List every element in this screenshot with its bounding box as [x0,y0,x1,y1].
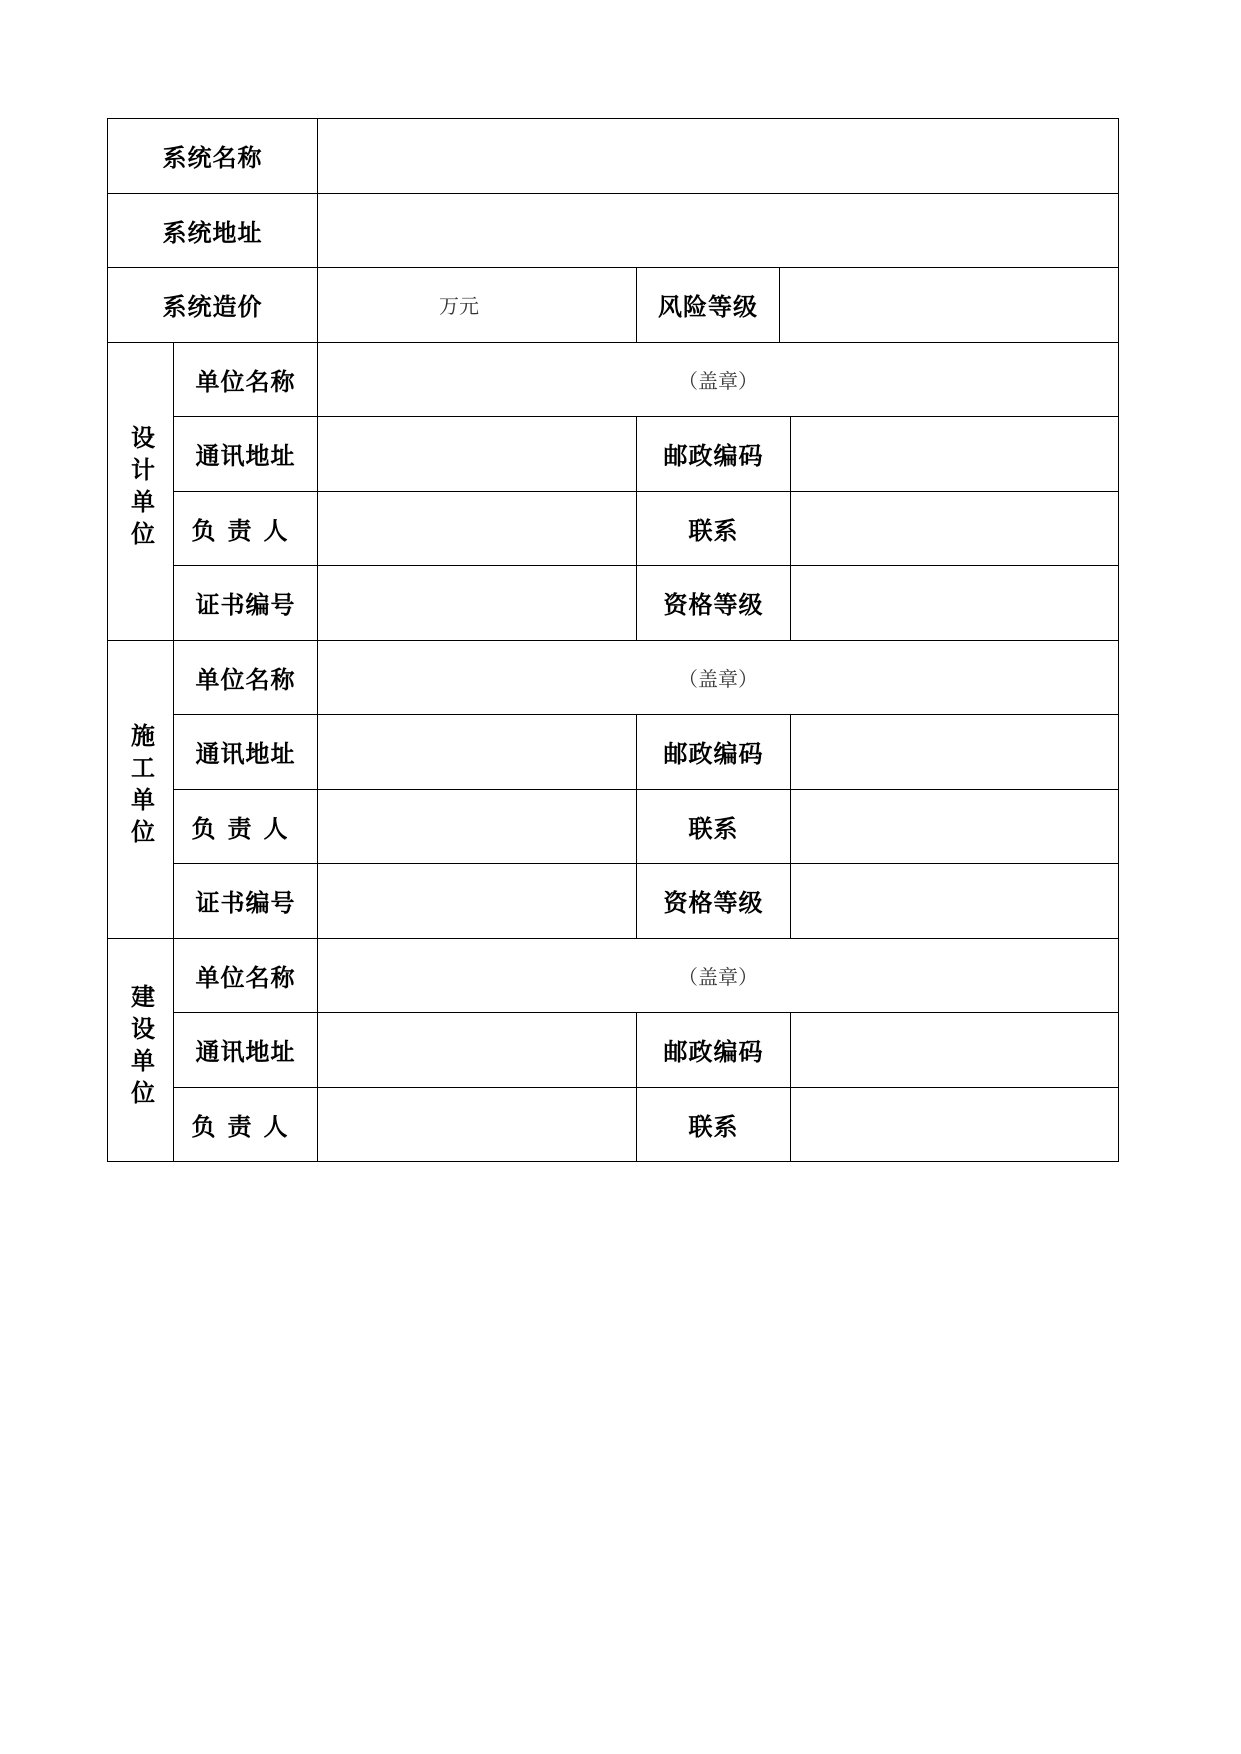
owner-contact-field[interactable] [791,1087,1119,1162]
construction-qual-field[interactable] [791,864,1119,939]
design-group-title: 设计单位 [126,425,155,553]
design-seal-note: （盖章） [678,368,758,393]
system-cost-row [108,268,1119,343]
design-unit-name-row [108,342,1119,417]
system-cost-field[interactable] [318,268,637,343]
construction-group-cell [108,640,174,938]
construction-unit-name-field[interactable] [318,640,1119,715]
owner-person-label: 负责人 [174,1087,318,1162]
registration-form-table [107,118,1119,1162]
design-contact-label: 联系 [637,491,791,566]
design-address-label: 通讯地址 [174,417,318,492]
owner-person-field[interactable] [318,1087,637,1162]
owner-address-row [108,1013,1119,1088]
system-name-row [108,119,1119,194]
design-unit-name-field[interactable] [318,342,1119,417]
design-person-row [108,491,1119,566]
system-name-field[interactable] [318,119,1119,194]
construction-person-label: 负责人 [174,789,318,864]
design-cert-field[interactable] [318,566,637,641]
construction-unit-name-row [108,640,1119,715]
owner-seal-note: （盖章） [678,964,758,989]
construction-cert-label: 证书编号 [174,864,318,939]
design-unit-name-label: 单位名称 [174,342,318,417]
design-contact-field[interactable] [791,491,1119,566]
owner-postcode-field[interactable] [791,1013,1119,1088]
construction-cert-field[interactable] [318,864,637,939]
construction-postcode-field[interactable] [791,715,1119,790]
design-address-row [108,417,1119,492]
system-name-label: 系统名称 [108,119,318,194]
cost-unit-text: 万元 [439,294,479,319]
construction-address-label: 通讯地址 [174,715,318,790]
owner-person-row [108,1087,1119,1162]
owner-group-cell [108,938,174,1162]
construction-person-field[interactable] [318,789,637,864]
design-postcode-label: 邮政编码 [637,417,791,492]
construction-group-title: 施工单位 [126,723,155,851]
construction-address-field[interactable] [318,715,637,790]
owner-postcode-label: 邮政编码 [637,1013,791,1088]
design-person-label: 负责人 [174,491,318,566]
construction-contact-field[interactable] [791,789,1119,864]
design-cert-row [108,566,1119,641]
owner-address-field[interactable] [318,1013,637,1088]
owner-unit-name-row [108,938,1119,1013]
construction-postcode-label: 邮政编码 [637,715,791,790]
owner-address-label: 通讯地址 [174,1013,318,1088]
risk-level-field[interactable] [780,268,1119,343]
owner-contact-label: 联系 [637,1087,791,1162]
construction-seal-note: （盖章） [678,666,758,691]
owner-unit-name-field[interactable] [318,938,1119,1013]
design-person-field[interactable] [318,491,637,566]
owner-group-title: 建设单位 [126,983,155,1112]
construction-contact-label: 联系 [637,789,791,864]
system-address-field[interactable] [318,193,1119,268]
construction-qual-label: 资格等级 [637,864,791,939]
design-postcode-field[interactable] [791,417,1119,492]
risk-level-label: 风险等级 [637,268,780,343]
construction-address-row [108,715,1119,790]
design-cert-label: 证书编号 [174,566,318,641]
owner-unit-name-label: 单位名称 [174,938,318,1013]
system-cost-label: 系统造价 [108,268,318,343]
construction-unit-name-label: 单位名称 [174,640,318,715]
design-qual-label: 资格等级 [637,566,791,641]
construction-cert-row [108,864,1119,939]
design-qual-field[interactable] [791,566,1119,641]
design-group-cell [108,342,174,640]
system-address-row [108,193,1119,268]
construction-person-row [108,789,1119,864]
design-address-field[interactable] [318,417,637,492]
system-address-label: 系统地址 [108,193,318,268]
